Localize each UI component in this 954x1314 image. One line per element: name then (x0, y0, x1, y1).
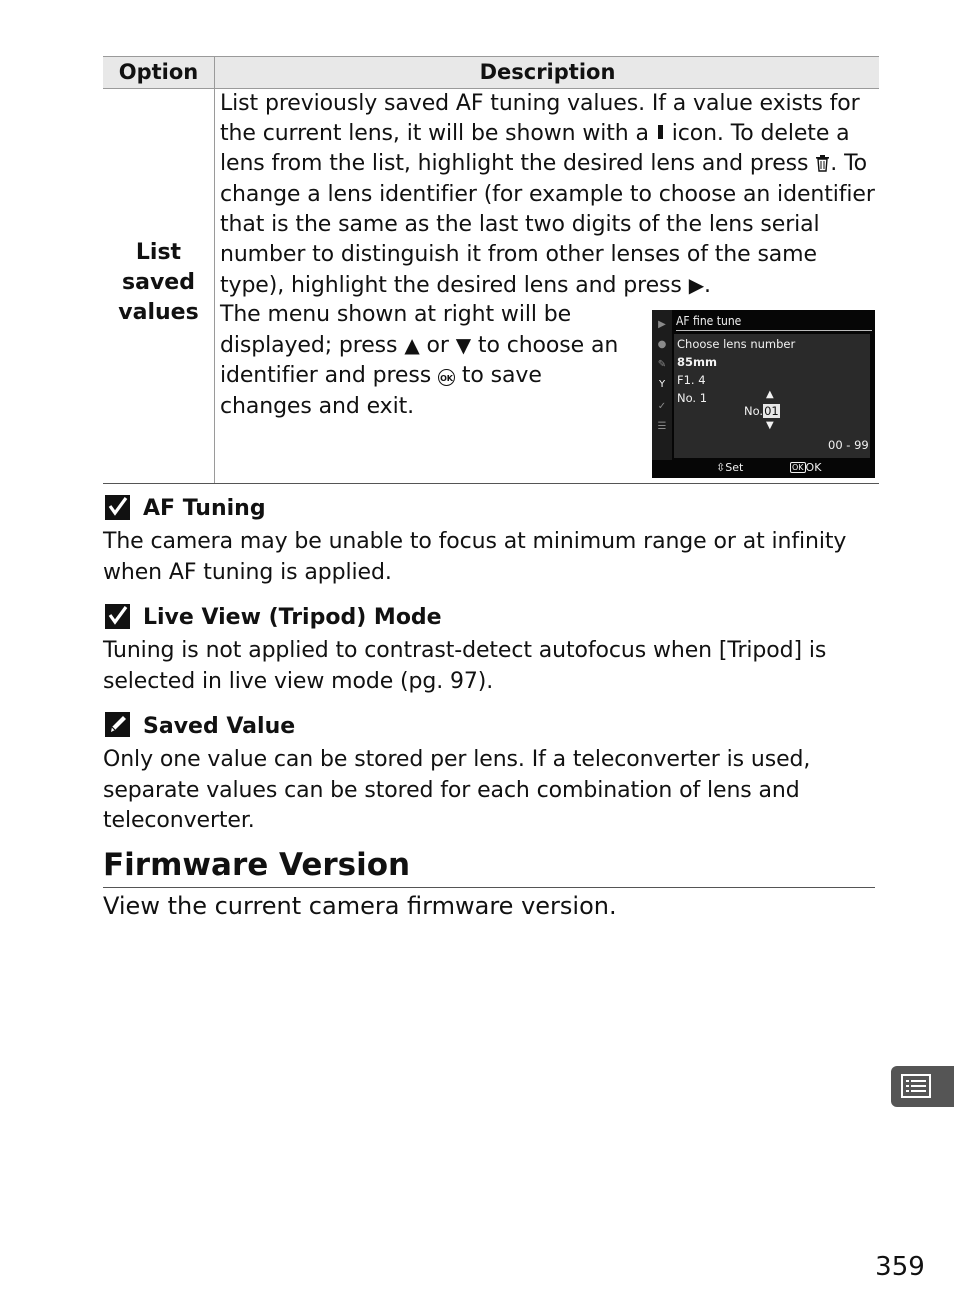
note-body-af-tuning: The camera may be unable to focus at minimum range or at infinity when AF tuning is applied. (103, 529, 847, 585)
section-body-firmware: View the current camera firmware version. (103, 892, 617, 920)
my-menu-icon: ☰ (657, 421, 667, 432)
camera-menu-screenshot (652, 310, 875, 478)
section-title-firmware: Firmware Version (103, 847, 411, 883)
check-icon (104, 494, 131, 521)
up-arrow-icon: ▲ (404, 333, 420, 358)
note-body-live-view: Tuning is not applied to contrast-detect autofocus when [Tripod] is selected in live view mode (pg. 97). (103, 638, 827, 694)
note-title-live-view: Live View (Tripod) Mode (143, 605, 442, 630)
page-number: 359 (875, 1252, 925, 1282)
down-arrow-icon: ▼ (455, 333, 472, 358)
trash-icon (815, 155, 830, 172)
section-rule (103, 887, 875, 888)
note-title-af-tuning: AF Tuning (143, 496, 266, 521)
custom-settings-icon: ✎ (657, 359, 667, 370)
header-description: Description (214, 57, 880, 88)
column-divider (214, 89, 215, 484)
menu-list-icon (901, 1074, 931, 1098)
camera-line-4: No. 1 (677, 391, 708, 405)
multi-selector-icon: ⇳ (716, 461, 726, 474)
playback-menu-icon: ▶ (658, 319, 666, 330)
pencil-icon (104, 711, 131, 738)
camera-menu-tabs (652, 310, 672, 460)
right-arrow-icon: ▶ (688, 273, 704, 298)
shooting-menu-icon: ● (657, 339, 667, 350)
camera-line-3: F1. 4 (677, 373, 706, 387)
camera-menu-title: AF fine tune (676, 313, 872, 331)
menu-guide-tab (891, 1066, 954, 1107)
header-option: Option (118, 60, 199, 84)
option-name: List saved values (118, 240, 199, 325)
retouch-menu-icon: ✓ (657, 401, 667, 412)
table-bottom-rule (103, 483, 879, 484)
camera-set-hint: ⇳Set (716, 461, 744, 474)
camera-menu-panel (674, 334, 870, 458)
setup-menu-icon: Y (658, 379, 666, 390)
camera-line-1: Choose lens number (677, 337, 796, 351)
menu-instructions: The menu shown at right will be displayed; press ▲ or ▼ to choose an identifier and press OK to save changes and exit. (220, 302, 619, 419)
note-body-saved-value: Only one value can be stored per lens. If a teleconverter is used, separate values can be stored for each combination of lens and teleconverter. (103, 747, 811, 833)
check-icon (104, 603, 131, 630)
note-title-saved-value: Saved Value (143, 714, 296, 739)
camera-up-arrow-icon: ▲ (766, 389, 774, 400)
camera-down-arrow-icon: ▼ (766, 420, 774, 431)
option-description: List previously saved AF tuning values. If a value exists for the current lens, it will be shown with a icon. To delete a lens from the list, highlight the desired lens and press . To change a lens identifier (for example to choose an identifier that is the same as the last two digits of the lens serial number to distinguish it from other lenses of the same type), highlight the desired lens and press ▶. (220, 91, 875, 299)
camera-number-field: No.01 (744, 404, 779, 418)
ok-button-icon: OK (438, 369, 455, 386)
camera-ok-hint: OK OK (792, 461, 822, 474)
table-header (103, 56, 879, 89)
camera-line-2: 85mm (677, 355, 717, 369)
camera-range: 00 - 99 (828, 438, 869, 452)
saved-marker-icon (658, 125, 663, 139)
